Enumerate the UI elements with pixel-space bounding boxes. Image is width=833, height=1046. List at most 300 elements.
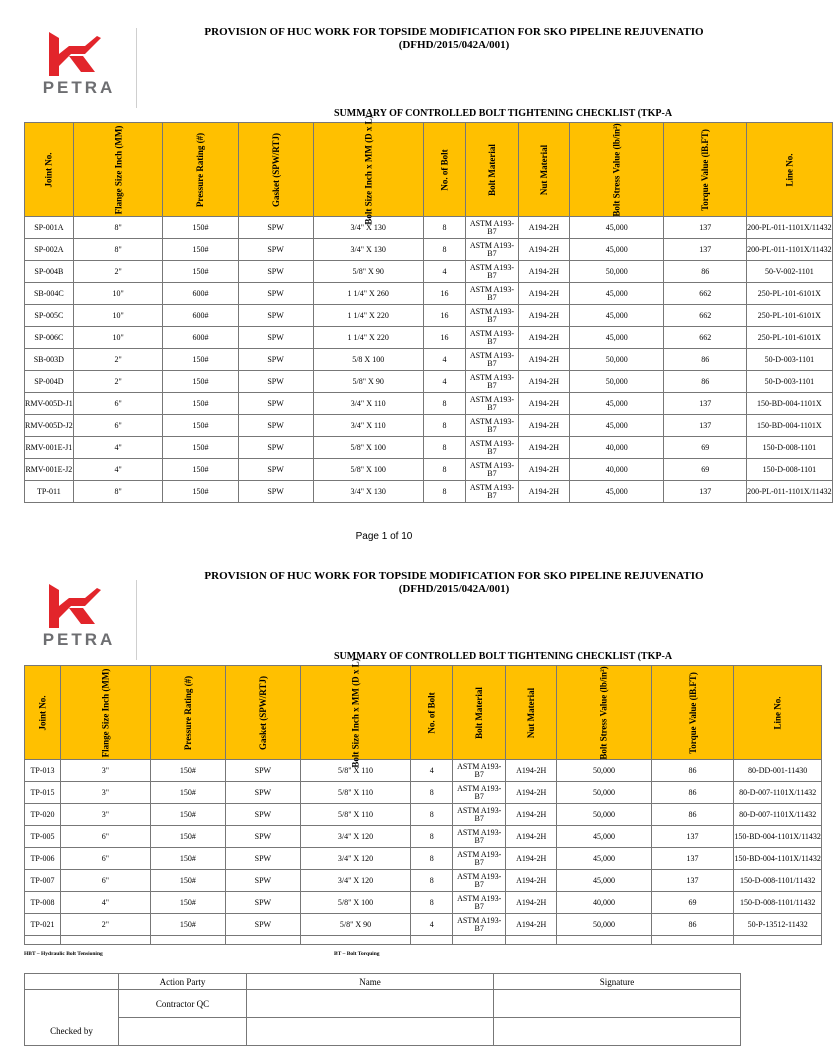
table-row (25, 371, 833, 393)
table-cell: 86 (664, 261, 747, 283)
blank-cell (150, 936, 225, 945)
column-header (61, 666, 151, 760)
column-header (300, 657, 410, 768)
column-header-label: Flange Size Inch (MM) (100, 668, 111, 757)
table-row (25, 327, 833, 349)
table-cell: 6" (61, 826, 151, 848)
blank-cell (225, 936, 300, 945)
table-cell: 3/4" X 130 (313, 217, 423, 239)
table-cell: 8 (423, 481, 465, 503)
table-cell: 200-PL-011-1101X/11432 (747, 217, 832, 239)
table-cell: 150# (150, 870, 225, 892)
table-cell: ASTM A193-B7 (466, 283, 519, 305)
signature-cell[interactable] (494, 1018, 741, 1046)
table-cell: 69 (664, 459, 747, 481)
blank-cell (61, 936, 151, 945)
table-cell: 3" (61, 804, 151, 826)
table-cell: 45,000 (570, 239, 664, 261)
table-cell: 600# (163, 305, 238, 327)
table-cell: 150# (163, 459, 238, 481)
table-cell: 3/4" X 120 (300, 826, 410, 848)
table-cell: 1 1/4" X 220 (313, 327, 423, 349)
table-cell: 662 (664, 283, 747, 305)
table-row (25, 393, 833, 415)
column-header (225, 666, 300, 760)
table-cell: A194-2H (506, 826, 557, 848)
table-cell: 10" (73, 305, 163, 327)
table-cell: 1 1/4" X 260 (313, 283, 423, 305)
table-cell: 8" (73, 217, 163, 239)
action-party-table (24, 973, 741, 1046)
table-cell: 3/4" X 130 (313, 239, 423, 261)
table-cell: SB-004C (25, 283, 74, 305)
table-cell: ASTM A193-B7 (466, 217, 519, 239)
blank-cell (651, 936, 734, 945)
table-cell: 8 (423, 393, 465, 415)
column-header-label: Flange Size Inch (MM) (113, 125, 124, 214)
table-cell: 150# (163, 261, 238, 283)
table-cell: 5/8" X 90 (313, 261, 423, 283)
table-cell: 250-PL-101-6101X (747, 327, 832, 349)
table-cell: SPW (225, 804, 300, 826)
table-cell: 3/4" X 130 (313, 481, 423, 503)
table-cell: 80-DD-001-11430 (734, 760, 822, 782)
table-cell: 150# (163, 371, 238, 393)
table-cell: TP-006 (25, 848, 61, 870)
table-cell: SPW (238, 415, 313, 437)
table-row (25, 239, 833, 261)
table-cell: 50,000 (557, 760, 651, 782)
table-cell: A194-2H (518, 283, 569, 305)
blank-row (25, 936, 822, 945)
table-cell: 86 (651, 782, 734, 804)
table-cell: 45,000 (557, 826, 651, 848)
table-cell: 150# (150, 914, 225, 936)
table-cell: 8 (411, 848, 453, 870)
table-row (25, 283, 833, 305)
table-cell: 137 (664, 217, 747, 239)
table-cell: TP-008 (25, 892, 61, 914)
blank-cell (300, 936, 410, 945)
table-cell: 6" (61, 848, 151, 870)
table-cell: A194-2H (518, 437, 569, 459)
table-cell: RMV-005D-J2 (25, 415, 74, 437)
table-row (25, 826, 822, 848)
table-cell: 45,000 (570, 305, 664, 327)
table-row (25, 217, 833, 239)
signature-header: Signature (494, 974, 741, 990)
table-cell: 8" (73, 239, 163, 261)
table-cell: 80-D-007-1101X/11432 (734, 782, 822, 804)
table-cell: 5/8" X 100 (300, 892, 410, 914)
column-header-label: Bolt Stress Value (lb/in²) (598, 665, 609, 760)
column-header (518, 123, 569, 217)
table-cell: A194-2H (518, 481, 569, 503)
table-cell: A194-2H (506, 782, 557, 804)
action-party-cell (119, 1018, 247, 1046)
table-cell: A194-2H (506, 870, 557, 892)
column-header-label: Pressure Rating (#) (195, 132, 206, 207)
table-cell: 137 (664, 239, 747, 261)
table-cell: SPW (238, 217, 313, 239)
table-cell: 150# (150, 826, 225, 848)
table-cell: TP-005 (25, 826, 61, 848)
table-row (25, 760, 822, 782)
blank-cell (506, 936, 557, 945)
table-cell: 2" (73, 261, 163, 283)
table-cell: 2" (73, 349, 163, 371)
table-row (25, 437, 833, 459)
table-cell: A194-2H (506, 914, 557, 936)
table-cell: 5/8" X 90 (313, 371, 423, 393)
table-cell: 600# (163, 283, 238, 305)
table-cell: 69 (651, 892, 734, 914)
table-cell: 150-D-008-1101/11432 (734, 870, 822, 892)
table-cell: A194-2H (506, 760, 557, 782)
contractor-qc-name-cell[interactable] (247, 990, 494, 1018)
table-cell: A194-2H (518, 305, 569, 327)
column-header (411, 666, 453, 760)
table-cell: 4 (423, 261, 465, 283)
blank-cell (25, 936, 61, 945)
table-cell: ASTM A193-B7 (453, 892, 506, 914)
table-cell: 2" (61, 914, 151, 936)
table-cell: SPW (238, 327, 313, 349)
column-header (747, 123, 832, 217)
table-cell: 137 (651, 826, 734, 848)
table-cell: 10" (73, 283, 163, 305)
page-number: Page 1 of 10 (355, 531, 413, 542)
table-cell: SPW (225, 848, 300, 870)
table-cell: SPW (238, 283, 313, 305)
table-cell: 150# (150, 782, 225, 804)
table-cell: A194-2H (518, 349, 569, 371)
table-cell: 80-D-007-1101X/11432 (734, 804, 822, 826)
table-cell: A194-2H (518, 261, 569, 283)
table-cell: 8 (411, 782, 453, 804)
table-cell: SPW (238, 305, 313, 327)
table-cell: SPW (238, 371, 313, 393)
table-cell: ASTM A193-B7 (453, 848, 506, 870)
table-cell: 50-D-003-1101 (747, 371, 832, 393)
table-subtitle: SUMMARY OF CONTROLLED BOLT TIGHTENING CHECKLIST (TKP-A (334, 651, 673, 662)
table-cell: SPW (225, 914, 300, 936)
table-cell: 150-D-008-1101/11432 (734, 892, 822, 914)
table-cell: 50,000 (557, 804, 651, 826)
table-cell: 50,000 (570, 349, 664, 371)
table-cell: 45,000 (570, 481, 664, 503)
column-header-label: Torque Value (lB.FT) (687, 671, 698, 754)
logo-divider (136, 580, 137, 660)
table-cell: TP-011 (25, 481, 74, 503)
column-header (25, 123, 74, 217)
table-cell: SPW (225, 870, 300, 892)
table-cell: 150-BD-004-1101X (747, 415, 832, 437)
table-cell: 8 (423, 459, 465, 481)
table-cell: RMV-001E-J1 (25, 437, 74, 459)
table-cell: ASTM A193-B7 (466, 261, 519, 283)
petra-logo (24, 28, 137, 108)
column-header (313, 114, 423, 225)
table-cell: 150# (163, 393, 238, 415)
table-cell: 86 (664, 371, 747, 393)
table-cell: RMV-005D-J1 (25, 393, 74, 415)
column-header (163, 123, 238, 217)
header-row (25, 666, 822, 760)
table-cell: 137 (651, 848, 734, 870)
table-cell: TP-015 (25, 782, 61, 804)
column-header-label: Torque Value (lB.FT) (700, 128, 711, 211)
table-cell: 662 (664, 327, 747, 349)
table-cell: 40,000 (570, 459, 664, 481)
bolt-checklist-table-1 (24, 114, 833, 503)
bolt-checklist-table-2 (24, 657, 822, 945)
column-header-label: Pressure Rating (#) (182, 675, 193, 750)
table-cell: SPW (225, 826, 300, 848)
table-cell: 45,000 (557, 870, 651, 892)
table-cell: RMV-001E-J2 (25, 459, 74, 481)
table-cell: 4 (423, 349, 465, 371)
contractor-qc-label: Contractor QC (119, 990, 247, 1018)
name-header: Name (247, 974, 494, 990)
column-header (25, 666, 61, 760)
table-cell: SP-006C (25, 327, 74, 349)
table-cell: 50,000 (570, 261, 664, 283)
table-cell: 150# (150, 848, 225, 870)
table-cell: A194-2H (506, 848, 557, 870)
table-cell: 50-V-002-1101 (747, 261, 832, 283)
table-cell: 150# (163, 239, 238, 261)
blank-cell (411, 936, 453, 945)
table-cell: A194-2H (518, 371, 569, 393)
table-cell: 150-BD-004-1101X/11432 (734, 848, 822, 870)
table-cell: TP-013 (25, 760, 61, 782)
table-cell: 6" (73, 393, 163, 415)
table-cell: 3/4" X 110 (313, 415, 423, 437)
table-cell: 150-BD-004-1101X (747, 393, 832, 415)
table-cell: TP-020 (25, 804, 61, 826)
table-cell: 137 (651, 870, 734, 892)
table-cell: 150# (163, 437, 238, 459)
table-cell: TP-007 (25, 870, 61, 892)
table-cell: 8 (423, 239, 465, 261)
table-cell: 137 (664, 393, 747, 415)
table-cell: SB-003D (25, 349, 74, 371)
document-title: PROVISION OF HUC WORK FOR TOPSIDE MODIFICATION FOR SKO PIPELINE REJUVENATIO (204, 570, 704, 582)
table-cell: ASTM A193-B7 (453, 826, 506, 848)
column-header (734, 666, 822, 760)
table-cell: SPW (238, 349, 313, 371)
table-cell: ASTM A193-B7 (466, 437, 519, 459)
column-header (570, 123, 664, 217)
table-cell: 45,000 (570, 283, 664, 305)
table-cell: 150# (150, 760, 225, 782)
table-cell: 4" (73, 437, 163, 459)
table-cell: 5/8" X 110 (300, 760, 410, 782)
table-cell: 4 (411, 760, 453, 782)
table-cell: TP-021 (25, 914, 61, 936)
action-party-blank (25, 974, 119, 990)
table-cell: 6" (61, 870, 151, 892)
table-cell: 6" (73, 415, 163, 437)
blank-cell (453, 936, 506, 945)
table-cell: ASTM A193-B7 (453, 914, 506, 936)
table-cell: 137 (664, 481, 747, 503)
contractor-qc-signature-cell[interactable] (494, 990, 741, 1018)
table-cell: 2" (73, 371, 163, 393)
table-cell: 8 (423, 217, 465, 239)
table-cell: 150# (150, 892, 225, 914)
blank-cell (557, 936, 651, 945)
column-header (506, 666, 557, 760)
table-cell: 45,000 (557, 848, 651, 870)
table-cell: ASTM A193-B7 (466, 481, 519, 503)
table-cell: A194-2H (518, 327, 569, 349)
column-header (557, 666, 651, 760)
column-header-label: Gasket (SPW/RTJ) (270, 132, 281, 207)
logo-divider (136, 28, 137, 108)
table-cell: 40,000 (557, 892, 651, 914)
table-cell: ASTM A193-B7 (466, 239, 519, 261)
table-cell: 150# (163, 415, 238, 437)
table-row (25, 415, 833, 437)
table-cell: SPW (225, 760, 300, 782)
table-cell: 150-BD-004-1101X/11432 (734, 826, 822, 848)
table-cell: ASTM A193-B7 (466, 371, 519, 393)
table-row (25, 349, 833, 371)
column-header (150, 666, 225, 760)
legend-hbt: HBT – Hydraulic Bolt Tensioning (24, 951, 103, 957)
table-cell: 150-D-008-1101 (747, 437, 832, 459)
table-cell: 5/8" X 110 (300, 782, 410, 804)
petra-logo (24, 580, 137, 660)
table-cell: 5/8" X 90 (300, 914, 410, 936)
table-cell: 200-PL-011-1101X/11432 (747, 239, 832, 261)
table-cell: 4" (73, 459, 163, 481)
table-cell: 3" (61, 782, 151, 804)
table-row (25, 261, 833, 283)
table-cell: A194-2H (518, 415, 569, 437)
table-cell: SPW (238, 261, 313, 283)
document-title: PROVISION OF HUC WORK FOR TOPSIDE MODIFICATION FOR SKO PIPELINE REJUVENATIO (204, 26, 704, 38)
table-row (25, 914, 822, 936)
table-cell: 40,000 (570, 437, 664, 459)
table-cell: 69 (664, 437, 747, 459)
table-cell: 662 (664, 305, 747, 327)
table-cell: 150# (150, 804, 225, 826)
table-cell: 8 (423, 415, 465, 437)
table-cell: 5/8 X 100 (313, 349, 423, 371)
table-cell: 8 (411, 804, 453, 826)
table-cell: SPW (225, 782, 300, 804)
table-cell: 86 (651, 760, 734, 782)
table-cell: 50-P-13512-11432 (734, 914, 822, 936)
table-cell: 5/8" X 110 (300, 804, 410, 826)
table-row (25, 305, 833, 327)
column-header-label: Bolt Material (486, 143, 497, 196)
table-row (25, 459, 833, 481)
header-row (25, 123, 833, 217)
column-header-label: Nut Material (526, 687, 537, 738)
table-cell: SP-005C (25, 305, 74, 327)
table-cell: 10" (73, 327, 163, 349)
table-cell: SPW (225, 892, 300, 914)
table-cell: A194-2H (506, 892, 557, 914)
column-header-label: Joint No. (43, 151, 54, 188)
table-cell: 50,000 (557, 914, 651, 936)
table-cell: 3" (61, 760, 151, 782)
table-cell: 150-D-008-1101 (747, 459, 832, 481)
table-cell: SPW (238, 481, 313, 503)
table-cell: A194-2H (518, 393, 569, 415)
table-cell: 50,000 (570, 371, 664, 393)
table-cell: 45,000 (570, 327, 664, 349)
checked-by-label: Checked by (25, 990, 119, 1046)
table-row (25, 782, 822, 804)
column-header-label: Line No. (772, 695, 783, 730)
table-cell: ASTM A193-B7 (453, 870, 506, 892)
table-cell: 50,000 (557, 782, 651, 804)
name-cell[interactable] (247, 1018, 494, 1046)
table-cell: SP-004D (25, 371, 74, 393)
table-cell: SP-001A (25, 217, 74, 239)
logo-text: PETRA (42, 78, 116, 97)
table-cell: SPW (238, 239, 313, 261)
table-cell: 45,000 (570, 393, 664, 415)
table-cell: 86 (651, 804, 734, 826)
document-code: (DFHD/2015/042A/001) (398, 39, 510, 51)
table-cell: ASTM A193-B7 (466, 305, 519, 327)
table-cell: 250-PL-101-6101X (747, 283, 832, 305)
table-cell: ASTM A193-B7 (453, 804, 506, 826)
column-header (238, 123, 313, 217)
petra-logo-mark-icon (49, 28, 107, 78)
column-header (664, 123, 747, 217)
table-cell: 16 (423, 283, 465, 305)
table-cell: A194-2H (506, 804, 557, 826)
table-cell: ASTM A193-B7 (453, 760, 506, 782)
table-cell: 150# (163, 217, 238, 239)
table-cell: SPW (238, 459, 313, 481)
document-code: (DFHD/2015/042A/001) (398, 583, 510, 595)
table-cell: ASTM A193-B7 (466, 349, 519, 371)
column-header-label: Bolt Size Inch x MM (D x L) (363, 114, 374, 225)
column-header (423, 123, 465, 217)
table-cell: SPW (238, 437, 313, 459)
table-cell: ASTM A193-B7 (466, 327, 519, 349)
table-cell: A194-2H (518, 217, 569, 239)
table-cell: 600# (163, 327, 238, 349)
table-cell: ASTM A193-B7 (466, 459, 519, 481)
table-cell: ASTM A193-B7 (453, 782, 506, 804)
table-cell: 5/8" X 100 (313, 459, 423, 481)
table-cell: 86 (664, 349, 747, 371)
table-cell: 16 (423, 327, 465, 349)
column-header-label: Line No. (784, 152, 795, 187)
column-header-label: No. of Bolt (426, 691, 437, 734)
column-header-label: Bolt Size Inch x MM (D x L) (350, 657, 361, 768)
table-cell: 4 (423, 371, 465, 393)
blank-cell (734, 936, 822, 945)
column-header-label: Nut Material (538, 144, 549, 195)
table-row (25, 892, 822, 914)
table-cell: 45,000 (570, 415, 664, 437)
table-cell: 4" (61, 892, 151, 914)
table-cell: 8 (411, 870, 453, 892)
table-cell: 8 (411, 826, 453, 848)
table-cell: 16 (423, 305, 465, 327)
table-cell: A194-2H (518, 459, 569, 481)
